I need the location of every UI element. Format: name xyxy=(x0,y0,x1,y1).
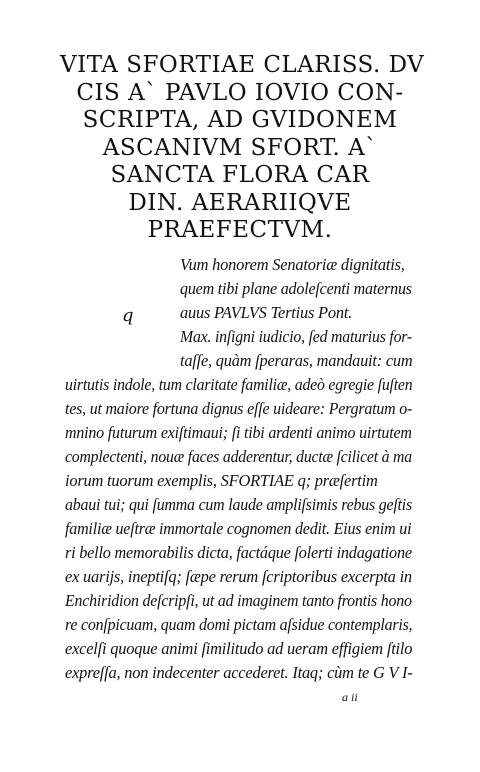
body-line: tes, ut maiore fortuna dignus eſſe uideare: Pergratum o- xyxy=(65,399,413,418)
title-line: SANCTA FLORA CAR xyxy=(110,162,370,188)
body-line: ri bello memorabilis dicta, factáque ſolerti indagatione xyxy=(65,543,412,562)
body-line: excelſi quoque animi ſimilitudo ad ueram effigiem ſtilo xyxy=(65,639,413,658)
body-line: Max. inſigni iudicio, ſed maturius for- xyxy=(180,327,412,346)
body-line: iorum tuorum exemplis, SFORTIAE q; præſertim xyxy=(65,471,378,490)
title-line: DIN. AERARIIQVE xyxy=(128,189,352,216)
body-line: expreſſa, non indecenter accederet. Itaq; cùm te G V I- xyxy=(65,663,413,682)
title-line: SCRIPTA, AD GVIDONEM xyxy=(82,107,398,133)
body-line: quem tibi plane adoleſcenti maternus xyxy=(180,279,412,298)
body-line: mnino futurum exiſtimaui; ſi tibi ardenti animo uirtutem xyxy=(65,423,412,442)
dropcap-guide-letter: q xyxy=(122,305,134,326)
body-line: abaui tui; qui ſumma cum laude ampliſsimis rebus geſtis xyxy=(65,495,412,514)
body-line: re conſpicuam, quam domi pictam aſsidue contemplaris, xyxy=(65,615,413,634)
title-line: ASCANIVM SFORT. A` xyxy=(102,134,378,161)
body-line: familiæ ueſtræ immortale cognomen dedit. Eius enim ui xyxy=(65,519,412,538)
body-line: taſſe, quàm ſperaras, mandauit: cum xyxy=(180,351,413,370)
chapter-title xyxy=(60,52,425,245)
title-line: VITA SFORTIAE CLARISS. DV xyxy=(60,52,425,78)
body-line: Vum honorem Senatoriæ dignitatis, xyxy=(180,255,405,274)
body-line: uirtutis indole, tum claritate familiæ, adeò egregie ſuſten xyxy=(65,375,413,394)
title-line: CIS A` PAVLO IOVIO CON- xyxy=(76,79,404,106)
body-line: complectenti, nouæ faces adderentur, ductæ ſcilicet à ma xyxy=(65,447,412,466)
body-line: ex uarijs, ineptiſq; ſæpe rerum ſcriptoribus excerpta in xyxy=(65,567,412,586)
body-line: auus PAVLVS Tertius Pont. xyxy=(180,303,353,322)
body-line: Enchiridion deſcripſi, ut ad imaginem tanto frontis hono xyxy=(65,591,412,610)
signature-mark: a ii xyxy=(342,690,358,704)
title-line: PRAEFECTVM. xyxy=(147,217,333,243)
